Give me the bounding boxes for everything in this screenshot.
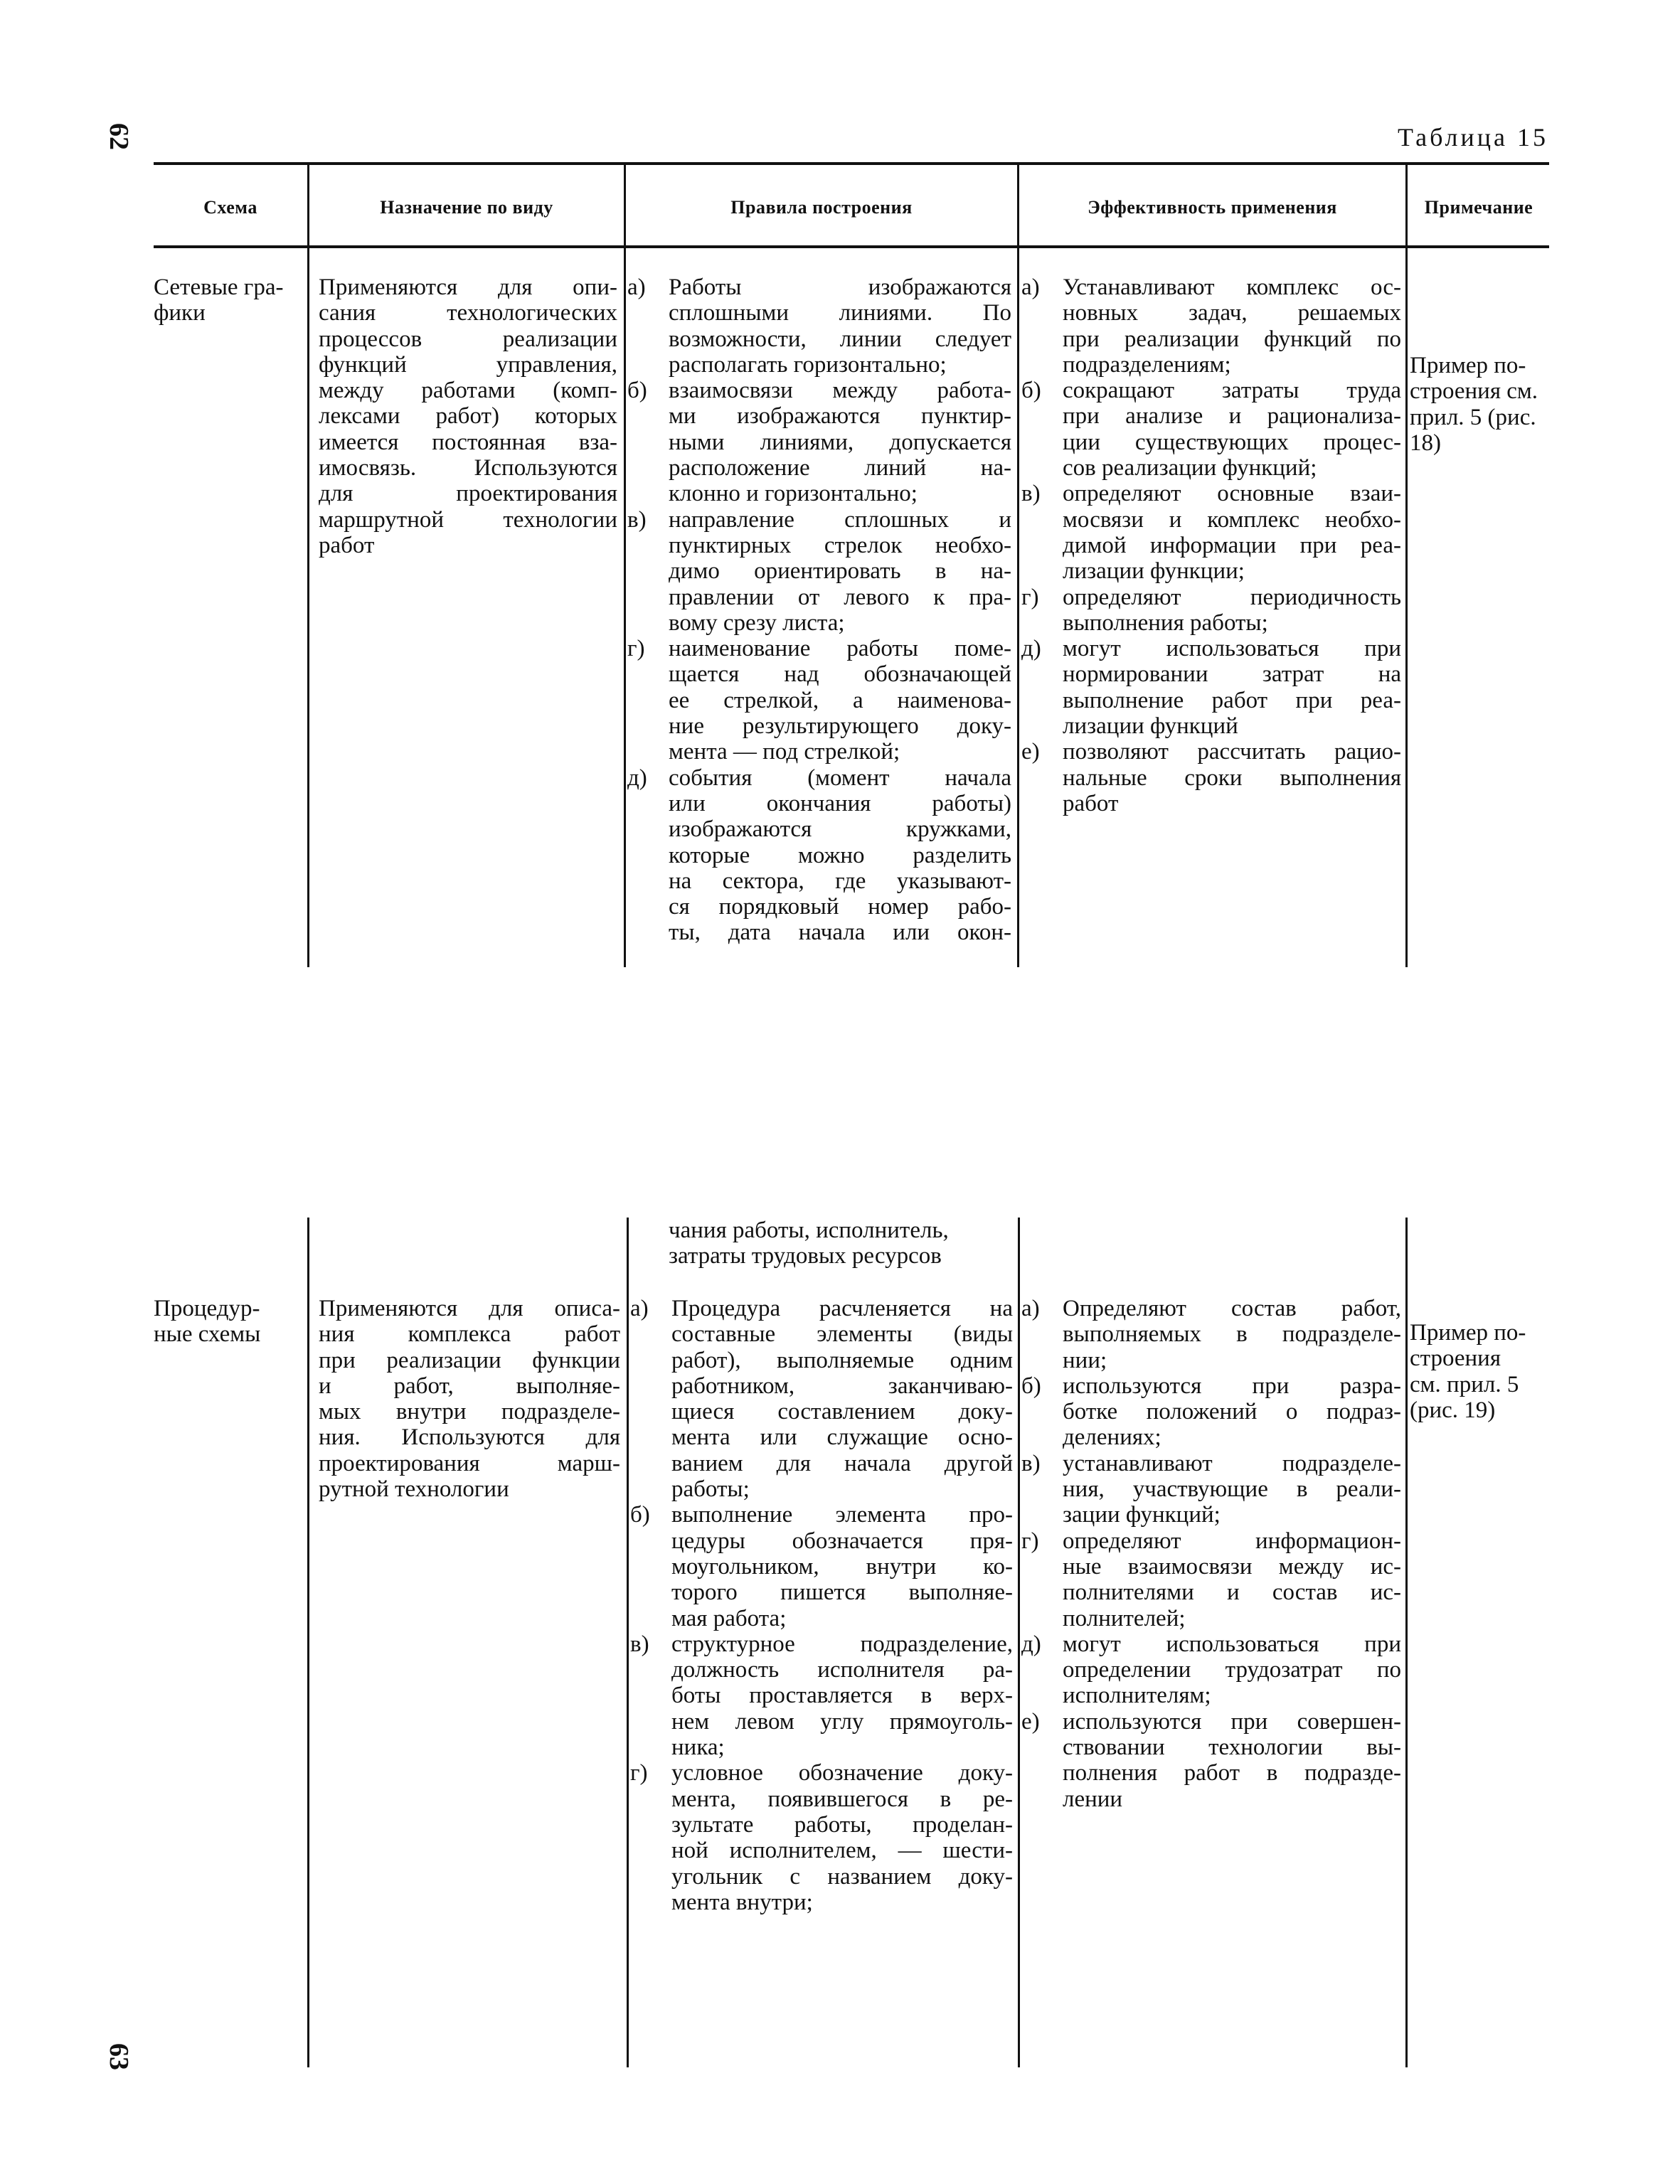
text-line: ной исполнителем, — шести- bbox=[671, 1838, 1013, 1864]
body-divider-2-top bbox=[624, 245, 626, 967]
text-line: цедуры обозначается пря- bbox=[671, 1528, 1013, 1554]
row2-note bbox=[1410, 1320, 1546, 1423]
text-line: щиеся составлением доку- bbox=[671, 1399, 1013, 1425]
body-divider-4-bottom bbox=[1405, 1218, 1408, 2067]
text-line: лизации функций bbox=[1063, 713, 1238, 740]
text-line: составные элементы (виды bbox=[671, 1321, 1013, 1348]
text-line: определяют основные взаи- bbox=[1063, 481, 1401, 507]
text-line: могут использоваться при bbox=[1063, 636, 1401, 662]
row2-purpose bbox=[319, 1296, 620, 1502]
efficiency-item bbox=[1021, 378, 1401, 481]
row2-scheme bbox=[154, 1296, 304, 1348]
text-line: которые можно разделить bbox=[669, 842, 1011, 868]
text-line: имосвязь. Используются bbox=[319, 455, 617, 481]
text-line: Определяют состав работ, bbox=[1063, 1296, 1401, 1321]
text-line: между работами (комп- bbox=[319, 378, 617, 404]
text-line: выполняемых в подразделе- bbox=[1063, 1321, 1401, 1348]
text-line: полнителей; bbox=[1063, 1605, 1186, 1631]
row1-purpose bbox=[319, 275, 617, 558]
item-marker: г) bbox=[630, 1760, 648, 1786]
item-marker: в) bbox=[1021, 481, 1041, 507]
text-line: димо ориентировать в на- bbox=[669, 558, 1011, 585]
text-line: работником, заканчиваю- bbox=[671, 1373, 1013, 1399]
text-line: функций управления, bbox=[319, 351, 617, 378]
body-divider-1-bottom bbox=[307, 1218, 309, 2067]
text-line: мента, появившегося в ре- bbox=[671, 1786, 1013, 1812]
item-marker: а) bbox=[627, 275, 646, 300]
text-line: выполнения работы; bbox=[1063, 609, 1268, 636]
item-marker: е) bbox=[1021, 739, 1040, 765]
row1-scheme-line: фики bbox=[154, 300, 206, 326]
text-line: вому срезу листа; bbox=[669, 609, 845, 636]
text-line: ными линиями, допускается bbox=[669, 429, 1011, 455]
text-line: сов реализации функций; bbox=[1063, 455, 1317, 481]
text-line: определяют периодичность bbox=[1063, 584, 1401, 610]
text-line: изображаются кружками, bbox=[669, 816, 1011, 843]
text-line: Применяются для описа- bbox=[319, 1296, 620, 1321]
body-divider-2-bottom bbox=[627, 1218, 629, 2067]
text-line: мых внутри подразделе- bbox=[319, 1399, 620, 1425]
efficiency-item bbox=[1021, 585, 1401, 636]
text-line: полнения работ в подразде- bbox=[1063, 1760, 1401, 1786]
text-line: наименование работы поме- bbox=[669, 636, 1011, 662]
text-line: нии; bbox=[1063, 1347, 1107, 1373]
text-line: ния комплекса работ bbox=[319, 1321, 620, 1348]
text-line: подразделениям; bbox=[1063, 351, 1231, 378]
text-line: для проектирования bbox=[319, 481, 617, 507]
text-line: ния, участвующие в реали- bbox=[1063, 1476, 1401, 1503]
text-line: при реализации функций по bbox=[1063, 326, 1401, 352]
text-line: Применяются для опи- bbox=[319, 275, 617, 300]
text-line: зации функций; bbox=[1063, 1502, 1221, 1528]
text-line: пунктирных стрелок необхо- bbox=[669, 532, 1011, 558]
text-line: сания технологических bbox=[319, 300, 617, 326]
text-line: располагать горизонтально; bbox=[669, 351, 947, 378]
text-line: клонно и горизонтально; bbox=[669, 481, 918, 507]
rule-item bbox=[627, 378, 1011, 506]
text-line: события (момент начала bbox=[669, 765, 1011, 791]
item-marker: б) bbox=[627, 378, 647, 404]
text-line: Процедура расчленяется на bbox=[671, 1296, 1013, 1321]
text-line: мая работа; bbox=[671, 1605, 787, 1631]
text-line: (рис. 19) bbox=[1410, 1397, 1496, 1423]
text-line: ся порядковый номер рабо- bbox=[669, 894, 1011, 920]
text-line: прил. 5 (рис. bbox=[1410, 404, 1536, 430]
body-divider-4-top bbox=[1405, 245, 1408, 967]
page-number-bottom: 63 bbox=[104, 2043, 134, 2070]
rule-item bbox=[627, 275, 1011, 378]
header-efficiency: Эффективность применения bbox=[1088, 197, 1337, 218]
item-marker: б) bbox=[630, 1502, 650, 1528]
text-line: ные взаимосвязи между ис- bbox=[1063, 1553, 1401, 1580]
text-line: лизации функции; bbox=[1063, 558, 1245, 585]
text-line: Процедур- bbox=[154, 1296, 260, 1321]
efficiency-item bbox=[1021, 1296, 1401, 1373]
body-divider-3-bottom bbox=[1018, 1218, 1020, 2067]
item-marker: г) bbox=[627, 636, 645, 662]
header-note: Примечание bbox=[1424, 197, 1533, 218]
header-rules: Правила построения bbox=[730, 197, 913, 218]
text-line: ботке положений о подраз- bbox=[1063, 1399, 1401, 1425]
text-line: устанавливают подразделе- bbox=[1063, 1450, 1401, 1476]
text-line: используются при совершен- bbox=[1063, 1708, 1401, 1735]
text-line: исполнителям; bbox=[1063, 1683, 1211, 1709]
rule-item bbox=[630, 1631, 1013, 1760]
text-line: структурное подразделение, bbox=[671, 1631, 1013, 1657]
header-bottom-rule bbox=[154, 245, 1549, 248]
text-line: лении bbox=[1063, 1786, 1123, 1812]
text-line: сплошными линиями. По bbox=[669, 300, 1011, 326]
rules-continuation bbox=[669, 1218, 1010, 1269]
rule-item bbox=[627, 765, 1011, 946]
item-marker: б) bbox=[1021, 1373, 1041, 1399]
text-line: Пример по- bbox=[1410, 1320, 1526, 1346]
item-marker: е) bbox=[1021, 1708, 1040, 1735]
item-marker: г) bbox=[1021, 584, 1039, 610]
text-line: ные схемы bbox=[154, 1321, 261, 1348]
text-line: возможности, линии следует bbox=[669, 326, 1011, 352]
item-marker: г) bbox=[1021, 1528, 1039, 1554]
text-line: моугольником, внутри ко- bbox=[671, 1553, 1013, 1580]
text-line: строения см. bbox=[1410, 378, 1538, 405]
text-line: полнителями и состав ис- bbox=[1063, 1580, 1401, 1606]
text-line: щается над обозначающей bbox=[669, 661, 1011, 688]
text-line: работ bbox=[1063, 790, 1119, 816]
row2-rules bbox=[630, 1296, 1013, 1915]
text-line: торого пишется выполняе- bbox=[671, 1580, 1013, 1606]
rule-item bbox=[630, 1296, 1013, 1502]
rule-item bbox=[627, 507, 1011, 636]
text-line: рутной технологии bbox=[319, 1476, 509, 1503]
text-line: используются при разра- bbox=[1063, 1373, 1401, 1399]
text-line: или окончания работы) bbox=[669, 790, 1011, 816]
text-line: проектирования марш- bbox=[319, 1450, 620, 1476]
item-marker: а) bbox=[630, 1296, 649, 1321]
row1-rules bbox=[627, 275, 1011, 946]
text-line: зультате работы, проделан- bbox=[671, 1811, 1013, 1838]
row1-scheme bbox=[154, 275, 304, 326]
body-divider-3-top bbox=[1017, 245, 1019, 967]
row1-note bbox=[1410, 353, 1546, 456]
row1-scheme-line: Сетевые гра- bbox=[154, 275, 284, 300]
text-line: условное обозначение доку- bbox=[671, 1760, 1013, 1786]
row2-efficiency bbox=[1021, 1296, 1401, 1812]
text-line: могут использоваться при bbox=[1063, 1631, 1401, 1657]
efficiency-item bbox=[1021, 1373, 1401, 1451]
efficiency-item bbox=[1021, 636, 1401, 739]
header-purpose: Назначение по виду bbox=[380, 197, 553, 218]
text-line: правлении от левого к пра- bbox=[669, 584, 1011, 610]
text-line: при реализации функции bbox=[319, 1347, 620, 1373]
text-line: димой информации при реа- bbox=[1063, 532, 1401, 558]
table-title: Таблица 15 bbox=[1398, 123, 1548, 151]
text-line: ты, дата начала или окон- bbox=[669, 920, 1011, 946]
text-line: при анализе и рационализа- bbox=[1063, 403, 1401, 430]
item-marker: а) bbox=[1021, 275, 1040, 300]
text-line: позволяют рассчитать рацио- bbox=[1063, 739, 1401, 765]
rule-item bbox=[627, 636, 1011, 765]
efficiency-item bbox=[1021, 1451, 1401, 1528]
text-line: угольник с названием доку- bbox=[671, 1863, 1013, 1890]
text-line: ми изображаются пунктир- bbox=[669, 403, 1011, 430]
row1-purpose-text bbox=[319, 275, 617, 533]
efficiency-item bbox=[1021, 1528, 1401, 1631]
text-line: нем левом углу прямоуголь- bbox=[671, 1708, 1013, 1735]
text-line: определении трудозатрат по bbox=[1063, 1657, 1401, 1683]
text-line: нальные сроки выполнения bbox=[1063, 765, 1401, 791]
item-marker: б) bbox=[1021, 378, 1041, 404]
efficiency-item bbox=[1021, 1709, 1401, 1812]
rule-item bbox=[630, 1760, 1013, 1915]
text-line: работ bbox=[319, 532, 375, 558]
header-top-rule bbox=[154, 162, 1549, 165]
text-line: процессов реализации bbox=[319, 326, 617, 352]
text-line: определяют информацион- bbox=[1063, 1528, 1401, 1554]
item-marker: а) bbox=[1021, 1296, 1040, 1321]
text-line: работ), выполняемые одним bbox=[671, 1347, 1013, 1373]
text-line: направление сплошных и bbox=[669, 506, 1011, 533]
efficiency-item bbox=[1021, 481, 1401, 584]
rule-item bbox=[630, 1502, 1013, 1631]
text-line: Пример по- bbox=[1410, 353, 1526, 378]
text-line: мента внутри; bbox=[671, 1889, 813, 1915]
text-line: выполнение элемента про- bbox=[671, 1502, 1013, 1528]
text-line: лексами работ) которых bbox=[319, 403, 617, 430]
text-line: делениях; bbox=[1063, 1424, 1161, 1451]
text-line: на сектора, где указывают- bbox=[669, 868, 1011, 894]
text-line: выполнение работ при реа- bbox=[1063, 687, 1401, 713]
text-line: ции существующих процес- bbox=[1063, 429, 1401, 455]
text-line: Работы изображаются bbox=[669, 275, 1011, 300]
text-line: сокращают затраты труда bbox=[1063, 378, 1401, 404]
text-line: взаимосвязи между работа- bbox=[669, 378, 1011, 404]
text-line: ее стрелкой, а наименова- bbox=[669, 687, 1011, 713]
text-line: Устанавливают комплекс ос- bbox=[1063, 275, 1401, 300]
efficiency-item bbox=[1021, 275, 1401, 378]
text-line: нормировании затрат на bbox=[1063, 661, 1401, 688]
page-number-top: 62 bbox=[104, 123, 134, 150]
text-line: 18) bbox=[1410, 430, 1441, 456]
row2-purpose-text bbox=[319, 1296, 620, 1476]
text-line: и работ, выполняе- bbox=[319, 1373, 620, 1399]
text-line: ствовании технологии вы- bbox=[1063, 1735, 1401, 1761]
item-marker: в) bbox=[630, 1631, 649, 1657]
text-line: маршрутной технологии bbox=[319, 506, 617, 533]
header-scheme: Схема bbox=[203, 197, 257, 218]
item-marker: в) bbox=[1021, 1450, 1041, 1476]
item-marker: д) bbox=[1021, 636, 1041, 662]
text-line: строения bbox=[1410, 1346, 1501, 1372]
text-line: чания работы, исполнитель, bbox=[669, 1218, 949, 1243]
text-line: новных задач, решаемых bbox=[1063, 300, 1401, 326]
text-line: мента или служащие осно- bbox=[671, 1424, 1013, 1451]
item-marker: д) bbox=[1021, 1631, 1041, 1657]
text-line: боты проставляется в верх- bbox=[671, 1683, 1013, 1709]
efficiency-item bbox=[1021, 739, 1401, 816]
text-line: см. прил. 5 bbox=[1410, 1371, 1519, 1397]
text-line: ния. Используются для bbox=[319, 1424, 620, 1451]
text-line: ванием для начала другой bbox=[671, 1450, 1013, 1476]
body-divider-1-top bbox=[307, 245, 309, 967]
text-line: ника; bbox=[671, 1735, 725, 1761]
item-marker: в) bbox=[627, 506, 647, 533]
text-line: расположение линий на- bbox=[669, 455, 1011, 481]
text-line: затраты трудовых ресурсов bbox=[669, 1243, 942, 1269]
text-line: работы; bbox=[671, 1476, 750, 1503]
row1-efficiency bbox=[1021, 275, 1401, 816]
text-line: должность исполнителя ра- bbox=[671, 1657, 1013, 1683]
efficiency-item bbox=[1021, 1631, 1401, 1709]
text-line: мосвязи и комплекс необхо- bbox=[1063, 506, 1401, 533]
text-line: мента — под стрелкой; bbox=[669, 739, 900, 765]
item-marker: д) bbox=[627, 765, 647, 791]
text-line: ние результирующего доку- bbox=[669, 713, 1011, 740]
text-line: имеется постоянная вза- bbox=[319, 429, 617, 455]
